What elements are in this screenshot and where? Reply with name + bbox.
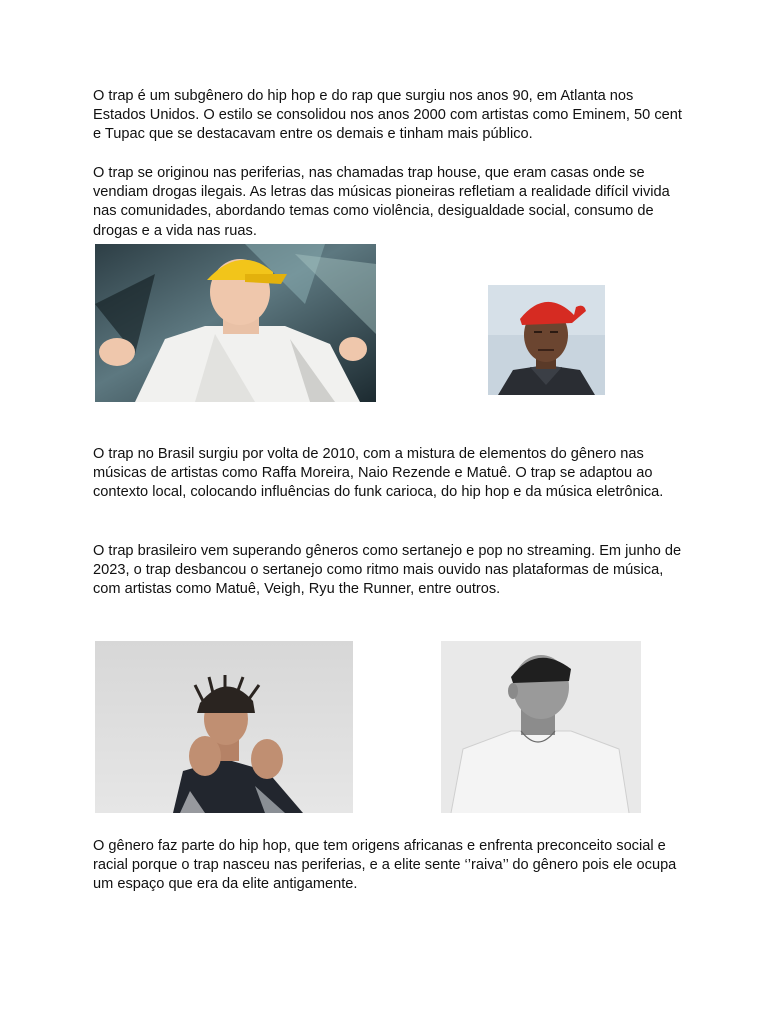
photo-rapper-red-bandana (488, 285, 605, 395)
paragraph-brazil-origin: O trap no Brasil surgiu por volta de 2010, com a mistura de elementos do gênero nas músicas de artistas como Raffa Moreira, Naio Rezende e Matuê. O trap se adaptou ao contexto local, colocando influências do funk carioca, do hip hop e da música eletrônica. (93, 446, 664, 501)
paragraph-prejudice: O gênero faz parte do hip hop, que tem origens africanas e enfrenta preconceito social e racial porque o trap nasceu nas periferias, e a elite sente ‘’raiva’’ do gênero pois ele ocupa um espaço que era da elite antigamente. (93, 838, 677, 893)
photo-rapper-braids (95, 641, 353, 813)
paragraph-intro: O trap é um subgênero do hip hop e do rap que surgiu nos anos 90, em Atlanta nos Estados Unidos. O estilo se consolidou nos anos 2000 com artistas como Eminem, 50 cent e Tupac que se destacavam entre os demais e tinham mais público. (93, 88, 682, 143)
paragraph-origins: O trap se originou nas periferias, nas chamadas trap house, que eram casas onde se vendiam drogas ilegais. As letras das músicas pioneiras refletiam a realidade difícil vivida nas comunidades, abordando temas como violência, desigualdade social, consumo de drogas e a vida nas ruas. (93, 165, 670, 239)
paragraph-brazil-streaming: O trap brasileiro vem superando gêneros como sertanejo e pop no streaming. Em junho de 2023, o trap desbancou o sertanejo como ritmo mais ouvido nas plataformas de música, com artistas como Matuê, Veigh, Ryu the Runner, entre outros. (93, 543, 682, 598)
photo-young-man-bw (441, 641, 641, 813)
photo-rapper-yellow-cap (95, 244, 376, 402)
